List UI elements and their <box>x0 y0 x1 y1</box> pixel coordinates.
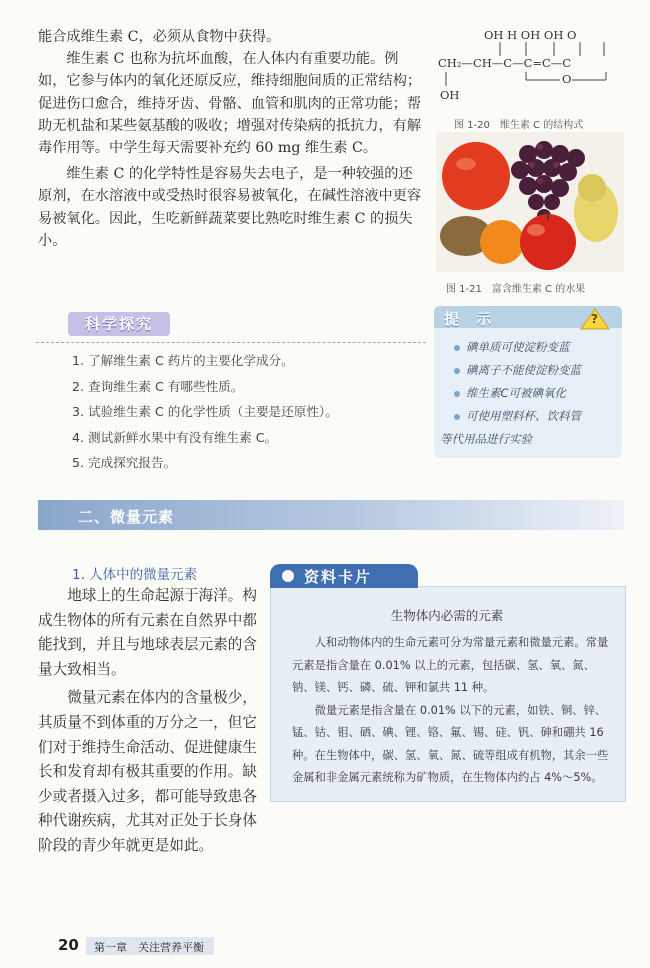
list-item: 维生素C可被碘氧化 <box>454 382 620 405</box>
vitamin-c-chemistry-paragraph: 维生素 C 的化学特性是容易失去电子，是一种较强的还原剂，在水溶液中或受热时很容易被氧化，在碱性溶液中更容易被氧化。因此，生吃新鲜蔬菜要比熟吃时维生素 C 的损失小。 <box>38 166 422 249</box>
explore-list <box>72 348 338 476</box>
list-item: 碘单质可使淀粉变蓝 <box>454 336 620 359</box>
page-number: 20 <box>58 936 79 954</box>
figure-1-20-caption: 图 1-20 维生素 C 的结构式 <box>454 120 584 131</box>
formula-ring-oxygen: O <box>562 72 572 86</box>
list-item: 4. 测试新鲜水果中有没有维生素 C。 <box>72 429 278 445</box>
continued-line: 能合成维生素 C，必须从食物中获得。 <box>38 29 281 45</box>
macro-elements-paragraph: 人和动物体内的生命元素可分为常量元素和微量元素。常量元素是指含量在 0.01% 以上的元素，包括碳、氢、氧、氮、钠、镁、钙、磷、硫、钾和氯共 11 种。 <box>292 636 609 694</box>
info-card-tab-label: 资料卡片 <box>304 568 373 586</box>
tips-list <box>454 336 620 428</box>
list-item: 2. 查询维生素 C 有哪些性质。 <box>72 378 244 394</box>
vitamin-c-function-paragraph: 维生素 C 也称为抗坏血酸，在人体内有重要功能。例如，它参与体内的氧化还原反应，维持细胞间质的正常结构；促进伤口愈合，维持牙齿、骨骼、血管和肌肉的正常功能；帮助无机盐和某些氨基酸的吸收；增强对传染病的抵抗力，有解毒作用等。中学生每天需要补充约 60 mg 维生素 C。 <box>38 51 422 157</box>
list-item: 5. 完成探究报告。 <box>72 455 177 470</box>
list-item: 3. 试验维生素 C 的化学性质（主要是还原性）。 <box>72 404 338 419</box>
chapter-label: 第一章 关注营养平衡 <box>94 941 204 954</box>
explore-divider <box>36 342 426 343</box>
formula-bottom-group: OH <box>440 88 460 102</box>
radio-dot-icon <box>282 570 294 582</box>
tips-box <box>434 306 622 458</box>
figure-1-21-caption: 图 1-21 富含维生素 C 的水果 <box>446 284 586 295</box>
list-item: 可使用塑料杯、饮料管 <box>454 405 620 428</box>
info-card-tab <box>270 564 418 588</box>
formula-main-chain: CH₂—CH—C—C=C—C <box>438 56 572 70</box>
tips-last-line: 等代用品进行实验 <box>440 432 532 446</box>
formula-top-groups: OH H OH OH O <box>484 28 577 42</box>
fruit-photo <box>436 132 624 272</box>
micro-elements-paragraph: 微量元素是指含量在 0.01% 以下的元素，如铁、铜、锌、锰、钴、钼、硒、碘、锂、铬、氟、锡、硅、钒、砷和硼共 16 种。在生物体中，碳、氢、氧、氮、硫等组成有机物，其余一些金属和非金属元素统称为矿物质，在生物体内约占 4%～5%。 <box>292 703 609 784</box>
tips-title: 提 示 <box>444 310 498 328</box>
trace-element-importance-paragraph: 微量元素在体内的含量极少，其质量不到体重的万分之一，但它们对于维持生命活动、促进健康生长和发育却有极其重要的作用。缺少或者摄入过多，都可能导致患各种代谢疾病，尤其对正处于长身体阶段的青少年就更是如此。 <box>38 689 257 854</box>
list-item: 1. 了解维生素 C 药片的主要化学成分。 <box>72 353 294 368</box>
science-explore-title: 科学探究 <box>68 312 170 336</box>
trace-element-text <box>38 584 262 859</box>
vitamin-c-structural-formula <box>438 28 638 108</box>
top-paragraphs <box>38 26 422 252</box>
ocean-origin-paragraph: 地球上的生命起源于海洋。构成生物体的所有元素在自然界中都能找到，并且与地球表层元素的含量大致相当。 <box>38 587 257 678</box>
section-title: 二、微量元素 <box>78 508 175 526</box>
list-item: 碘离子不能使淀粉变蓝 <box>454 359 620 382</box>
info-card-title: 生物体内必需的元素 <box>390 608 504 623</box>
info-card-body <box>292 632 612 790</box>
subsection-title: 1. 人体中的微量元素 <box>72 567 198 583</box>
warning-icon-glyph: ? <box>591 312 598 326</box>
